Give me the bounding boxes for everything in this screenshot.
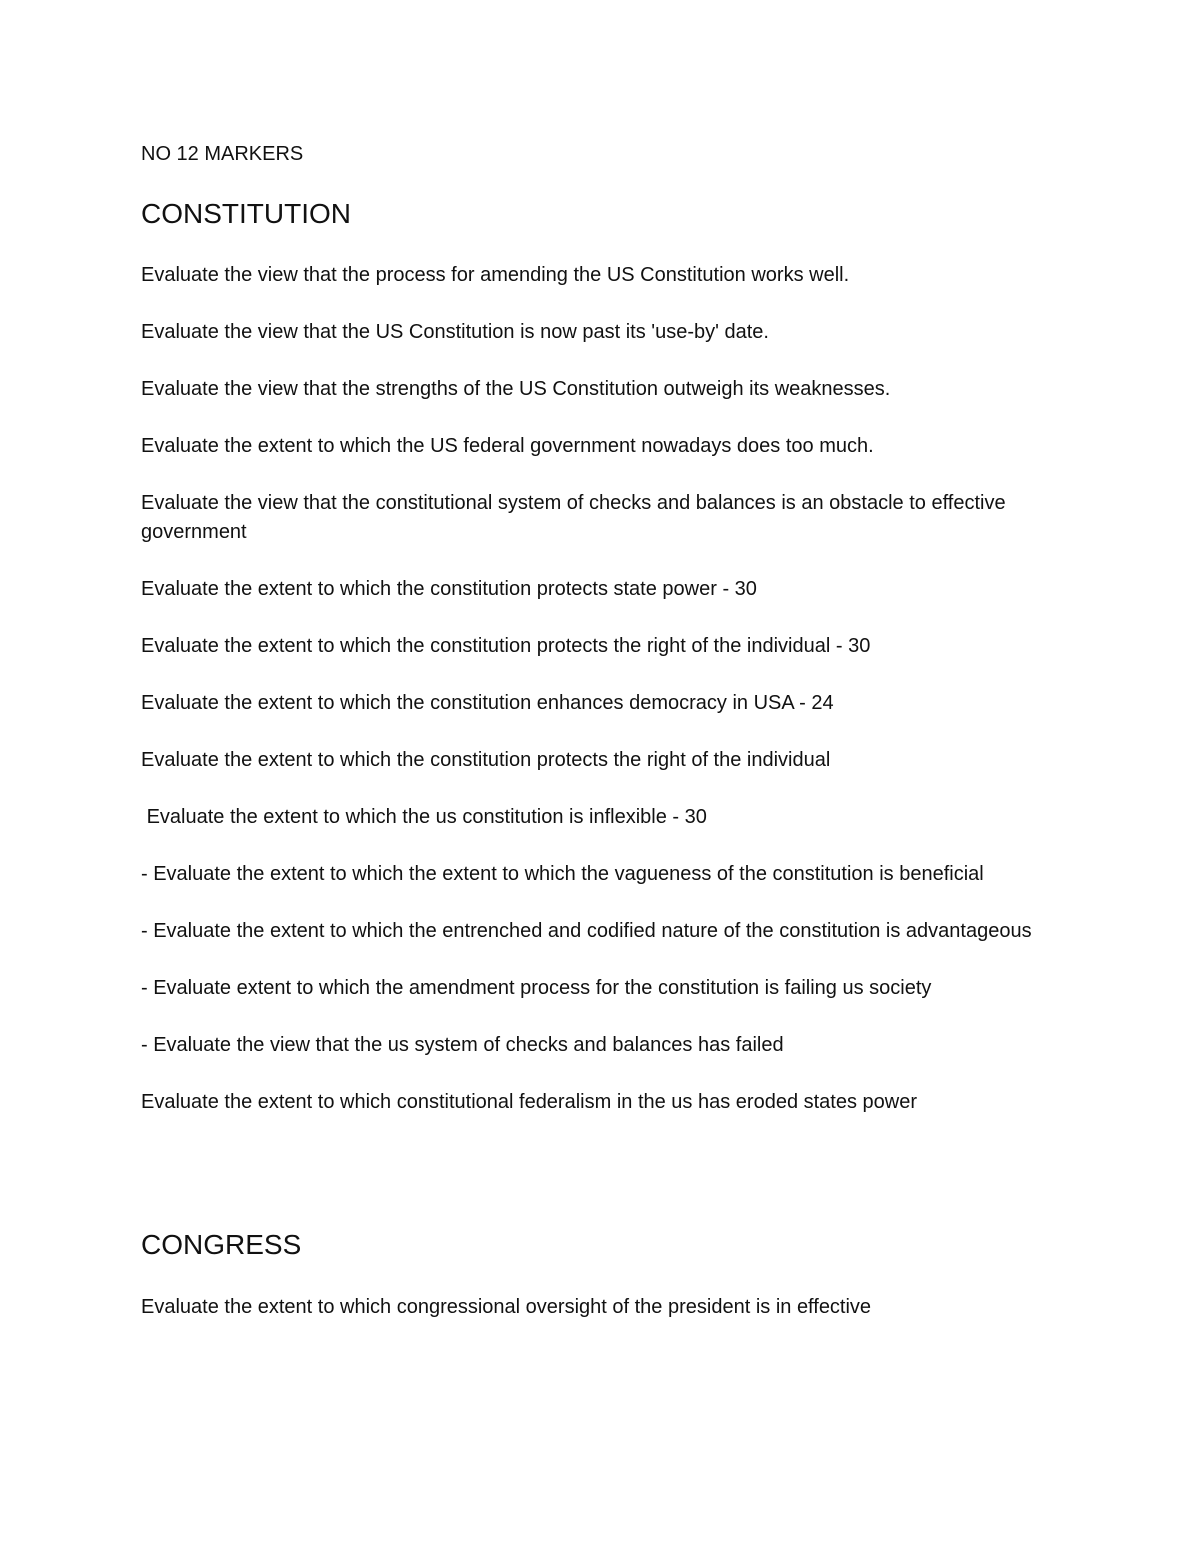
question-item: Evaluate the extent to which the constitution enhances democracy in USA - 24 <box>141 692 834 714</box>
question-item: Evaluate the extent to which the US federal government nowadays does too much. <box>141 435 874 457</box>
question-item: Evaluate the extent to which the constitution protects the right of the individual - 30 <box>141 635 871 657</box>
question-item: Evaluate the extent to which congressional oversight of the president is in effective <box>141 1296 872 1318</box>
section-heading-congress: CONGRESS <box>141 1229 302 1260</box>
question-item: Evaluate the view that the strengths of the US Constitution outweigh its weaknesses. <box>141 378 891 400</box>
question-item: Evaluate the view that the constitutional system of checks and balances is an obstacle to effective government <box>141 492 1012 543</box>
section-heading-constitution: CONSTITUTION <box>141 198 351 229</box>
question-item: Evaluate the view that the process for amending the US Constitution works well. <box>141 264 850 286</box>
question-item: Evaluate the extent to which constitutional federalism in the us has eroded states power <box>141 1091 918 1113</box>
constitution-question-list <box>141 261 1071 1117</box>
question-item: Evaluate the extent to which the constitution protects state power - 30 <box>141 578 757 600</box>
question-item: - Evaluate extent to which the amendment process for the constitution is failing us society <box>141 977 932 999</box>
document-body <box>141 140 1071 1350</box>
document-subtitle: NO 12 MARKERS <box>141 143 304 165</box>
question-item: - Evaluate the extent to which the extent to which the vagueness of the constitution is beneficial <box>141 863 984 885</box>
question-item: Evaluate the extent to which the constitution protects the right of the individual <box>141 749 831 771</box>
question-item: - Evaluate the extent to which the entrenched and codified nature of the constitution is advantageous <box>141 920 1032 942</box>
question-item: - Evaluate the view that the us system of checks and balances has failed <box>141 1034 784 1056</box>
question-item: Evaluate the extent to which the us constitution is inflexible - 30 <box>141 806 707 828</box>
question-item: Evaluate the view that the US Constitution is now past its 'use-by' date. <box>141 321 769 343</box>
congress-question-list <box>141 1293 1071 1322</box>
